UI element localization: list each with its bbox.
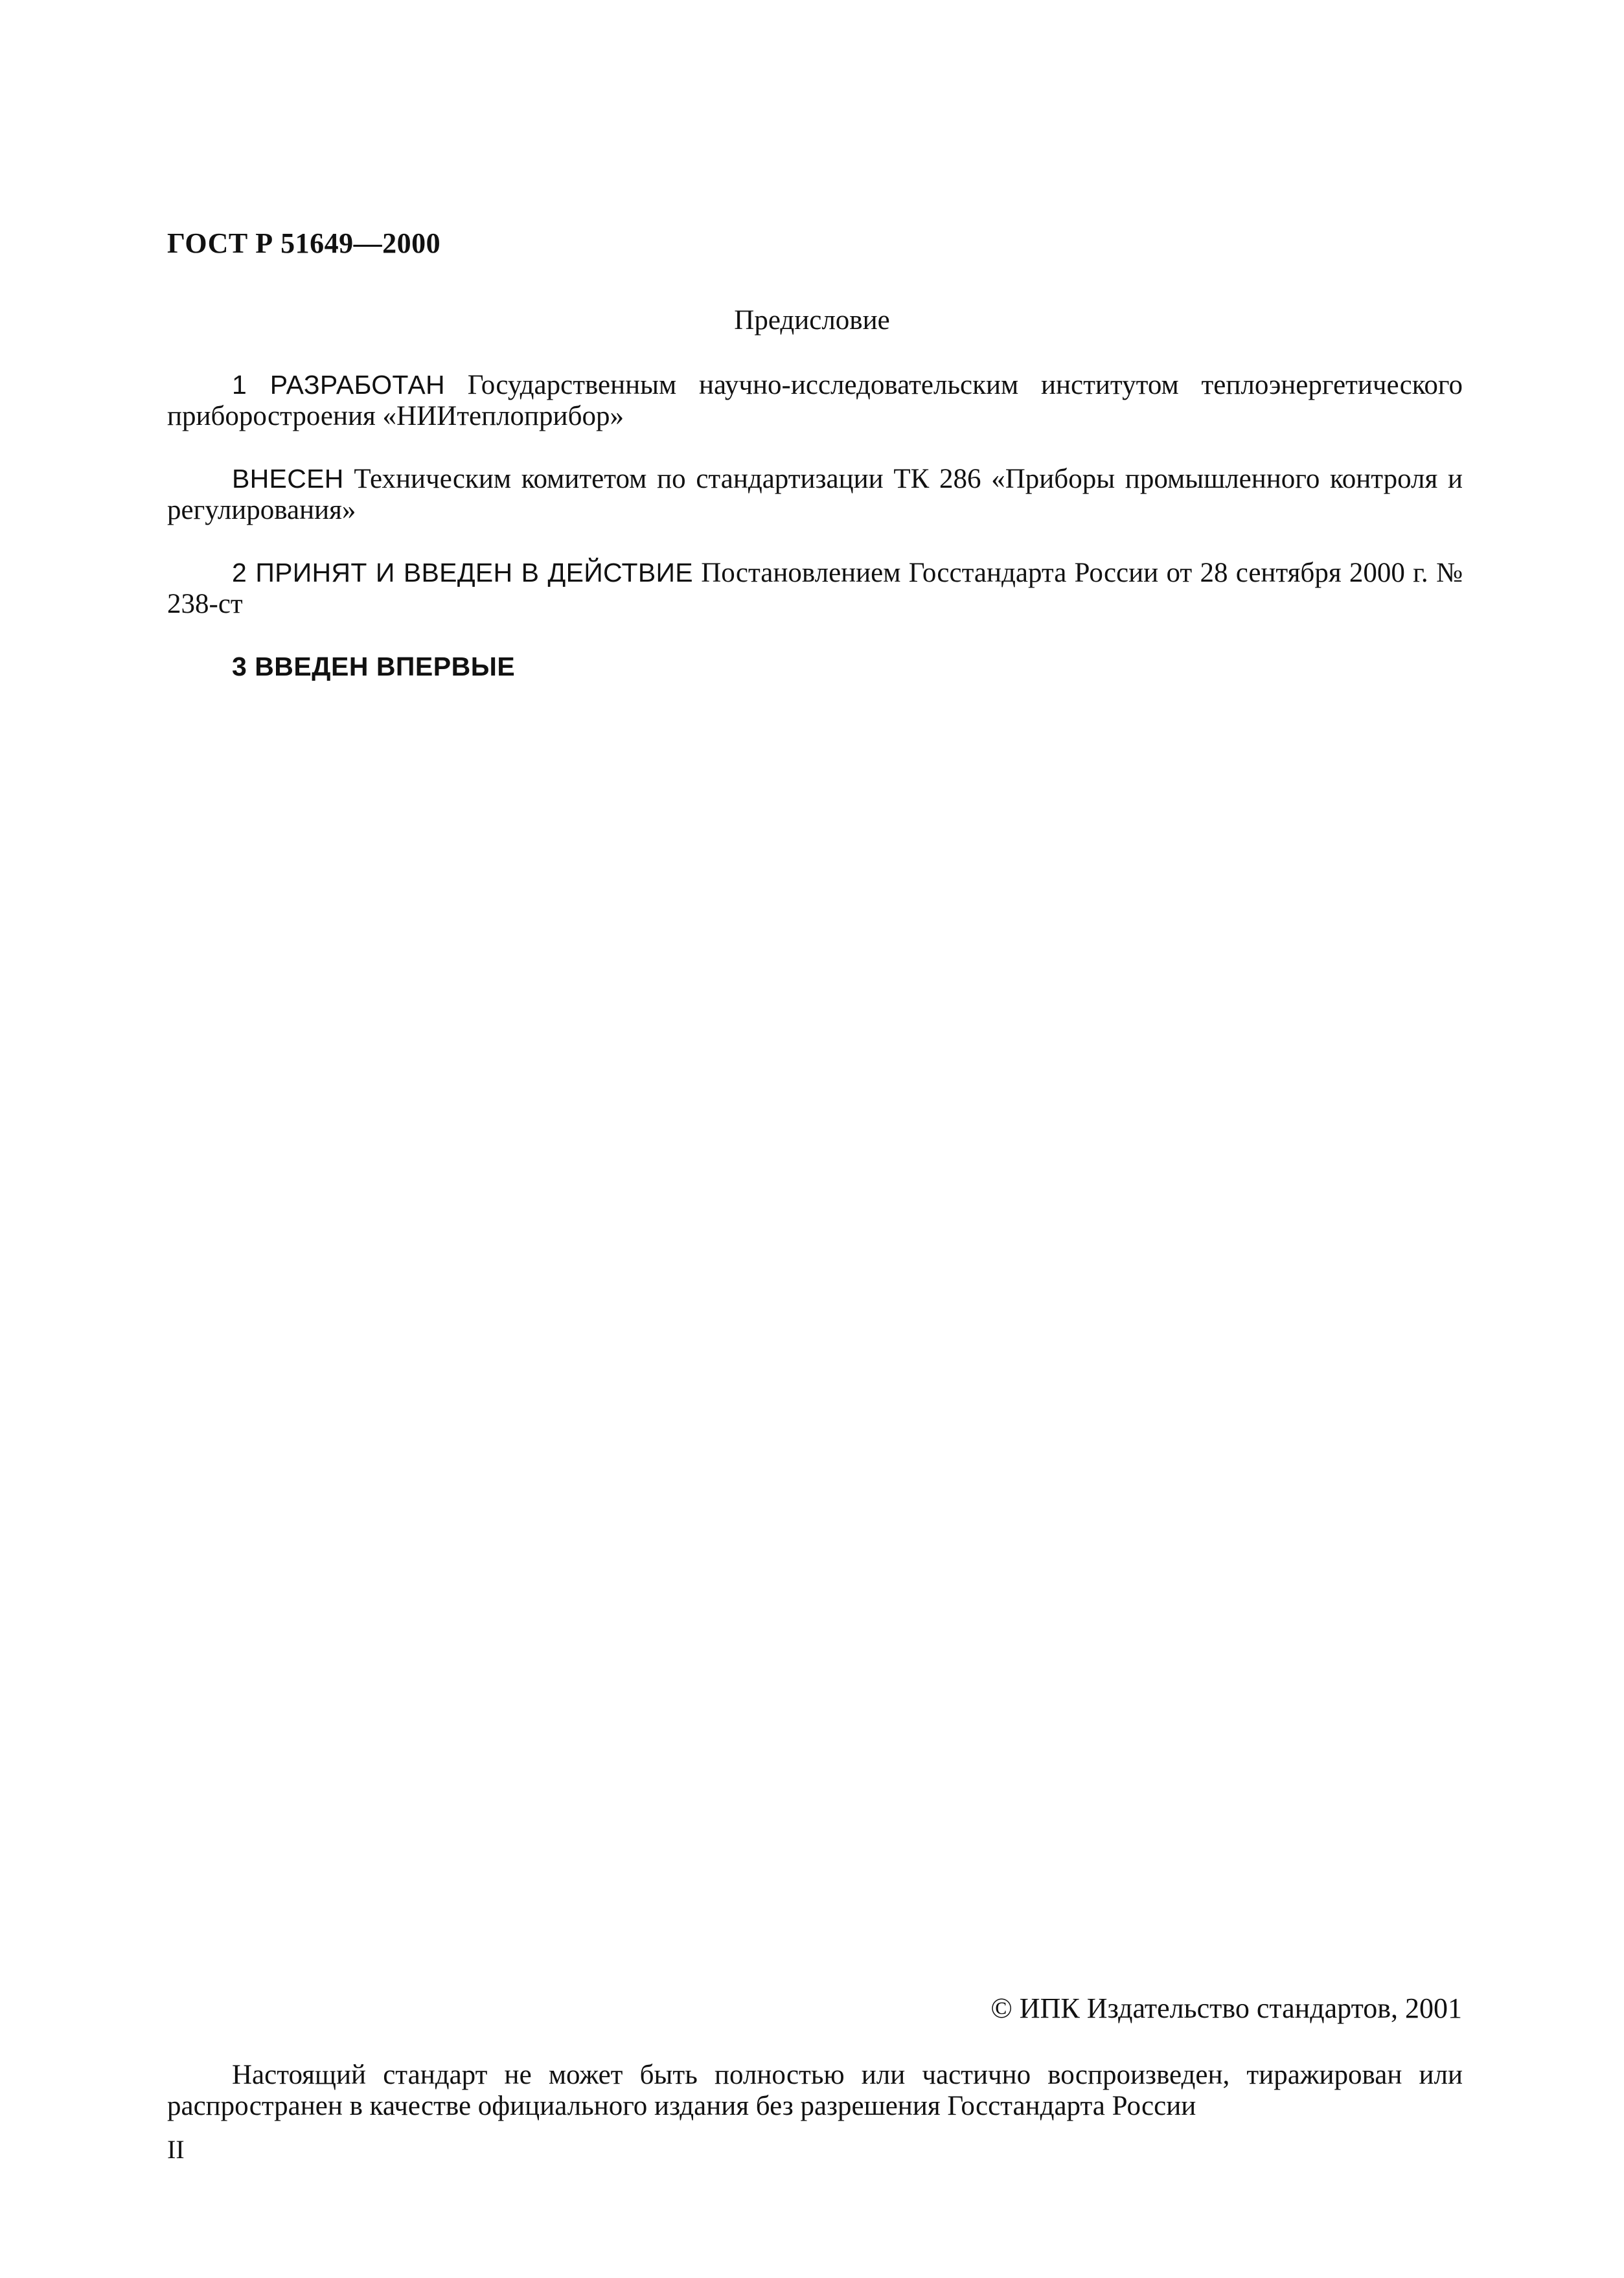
- paragraph-text: Постановлением Госстандарта России от 28 сентября 2000 г. № 238-ст: [167, 558, 1463, 619]
- paragraph-text: Техническим комитетом по стандартизации ТК 286 «Приборы промышленного контроля и регулирования»: [167, 464, 1463, 525]
- paragraph-adopted: [167, 557, 1463, 620]
- document-code-header: ГОСТ Р 51649—2000: [167, 227, 441, 259]
- paragraph-lead: 2 ПРИНЯТ И ВВЕДЕН В ДЕЙСТВИЕ: [232, 558, 693, 587]
- paragraph-text: Государственным научно-исследовательским институтом теплоэнергетического приборостроения «НИИтеплоприбор»: [167, 370, 1463, 431]
- page-number: II: [167, 2135, 185, 2164]
- paragraph-lead: 1 РАЗРАБОТАН: [232, 370, 445, 400]
- reproduction-notice: Настоящий стандарт не может быть полностью или частично воспроизведен, тиражирован или распространен в качестве официального издания без разрешения Госстандарта России: [167, 2060, 1463, 2121]
- paragraph-lead: 3 ВВЕДЕН ВПЕРВЫЕ: [232, 652, 516, 681]
- copyright-line: © ИПК Издательство стандартов, 2001: [990, 1992, 1462, 2024]
- paragraph-lead: ВНЕСЕН: [232, 464, 344, 494]
- section-title: Предисловие: [734, 305, 890, 336]
- paragraph-first-introduced: [167, 651, 1463, 683]
- paragraph-introduced-by: [167, 463, 1463, 526]
- paragraph-developed-by: [167, 369, 1463, 432]
